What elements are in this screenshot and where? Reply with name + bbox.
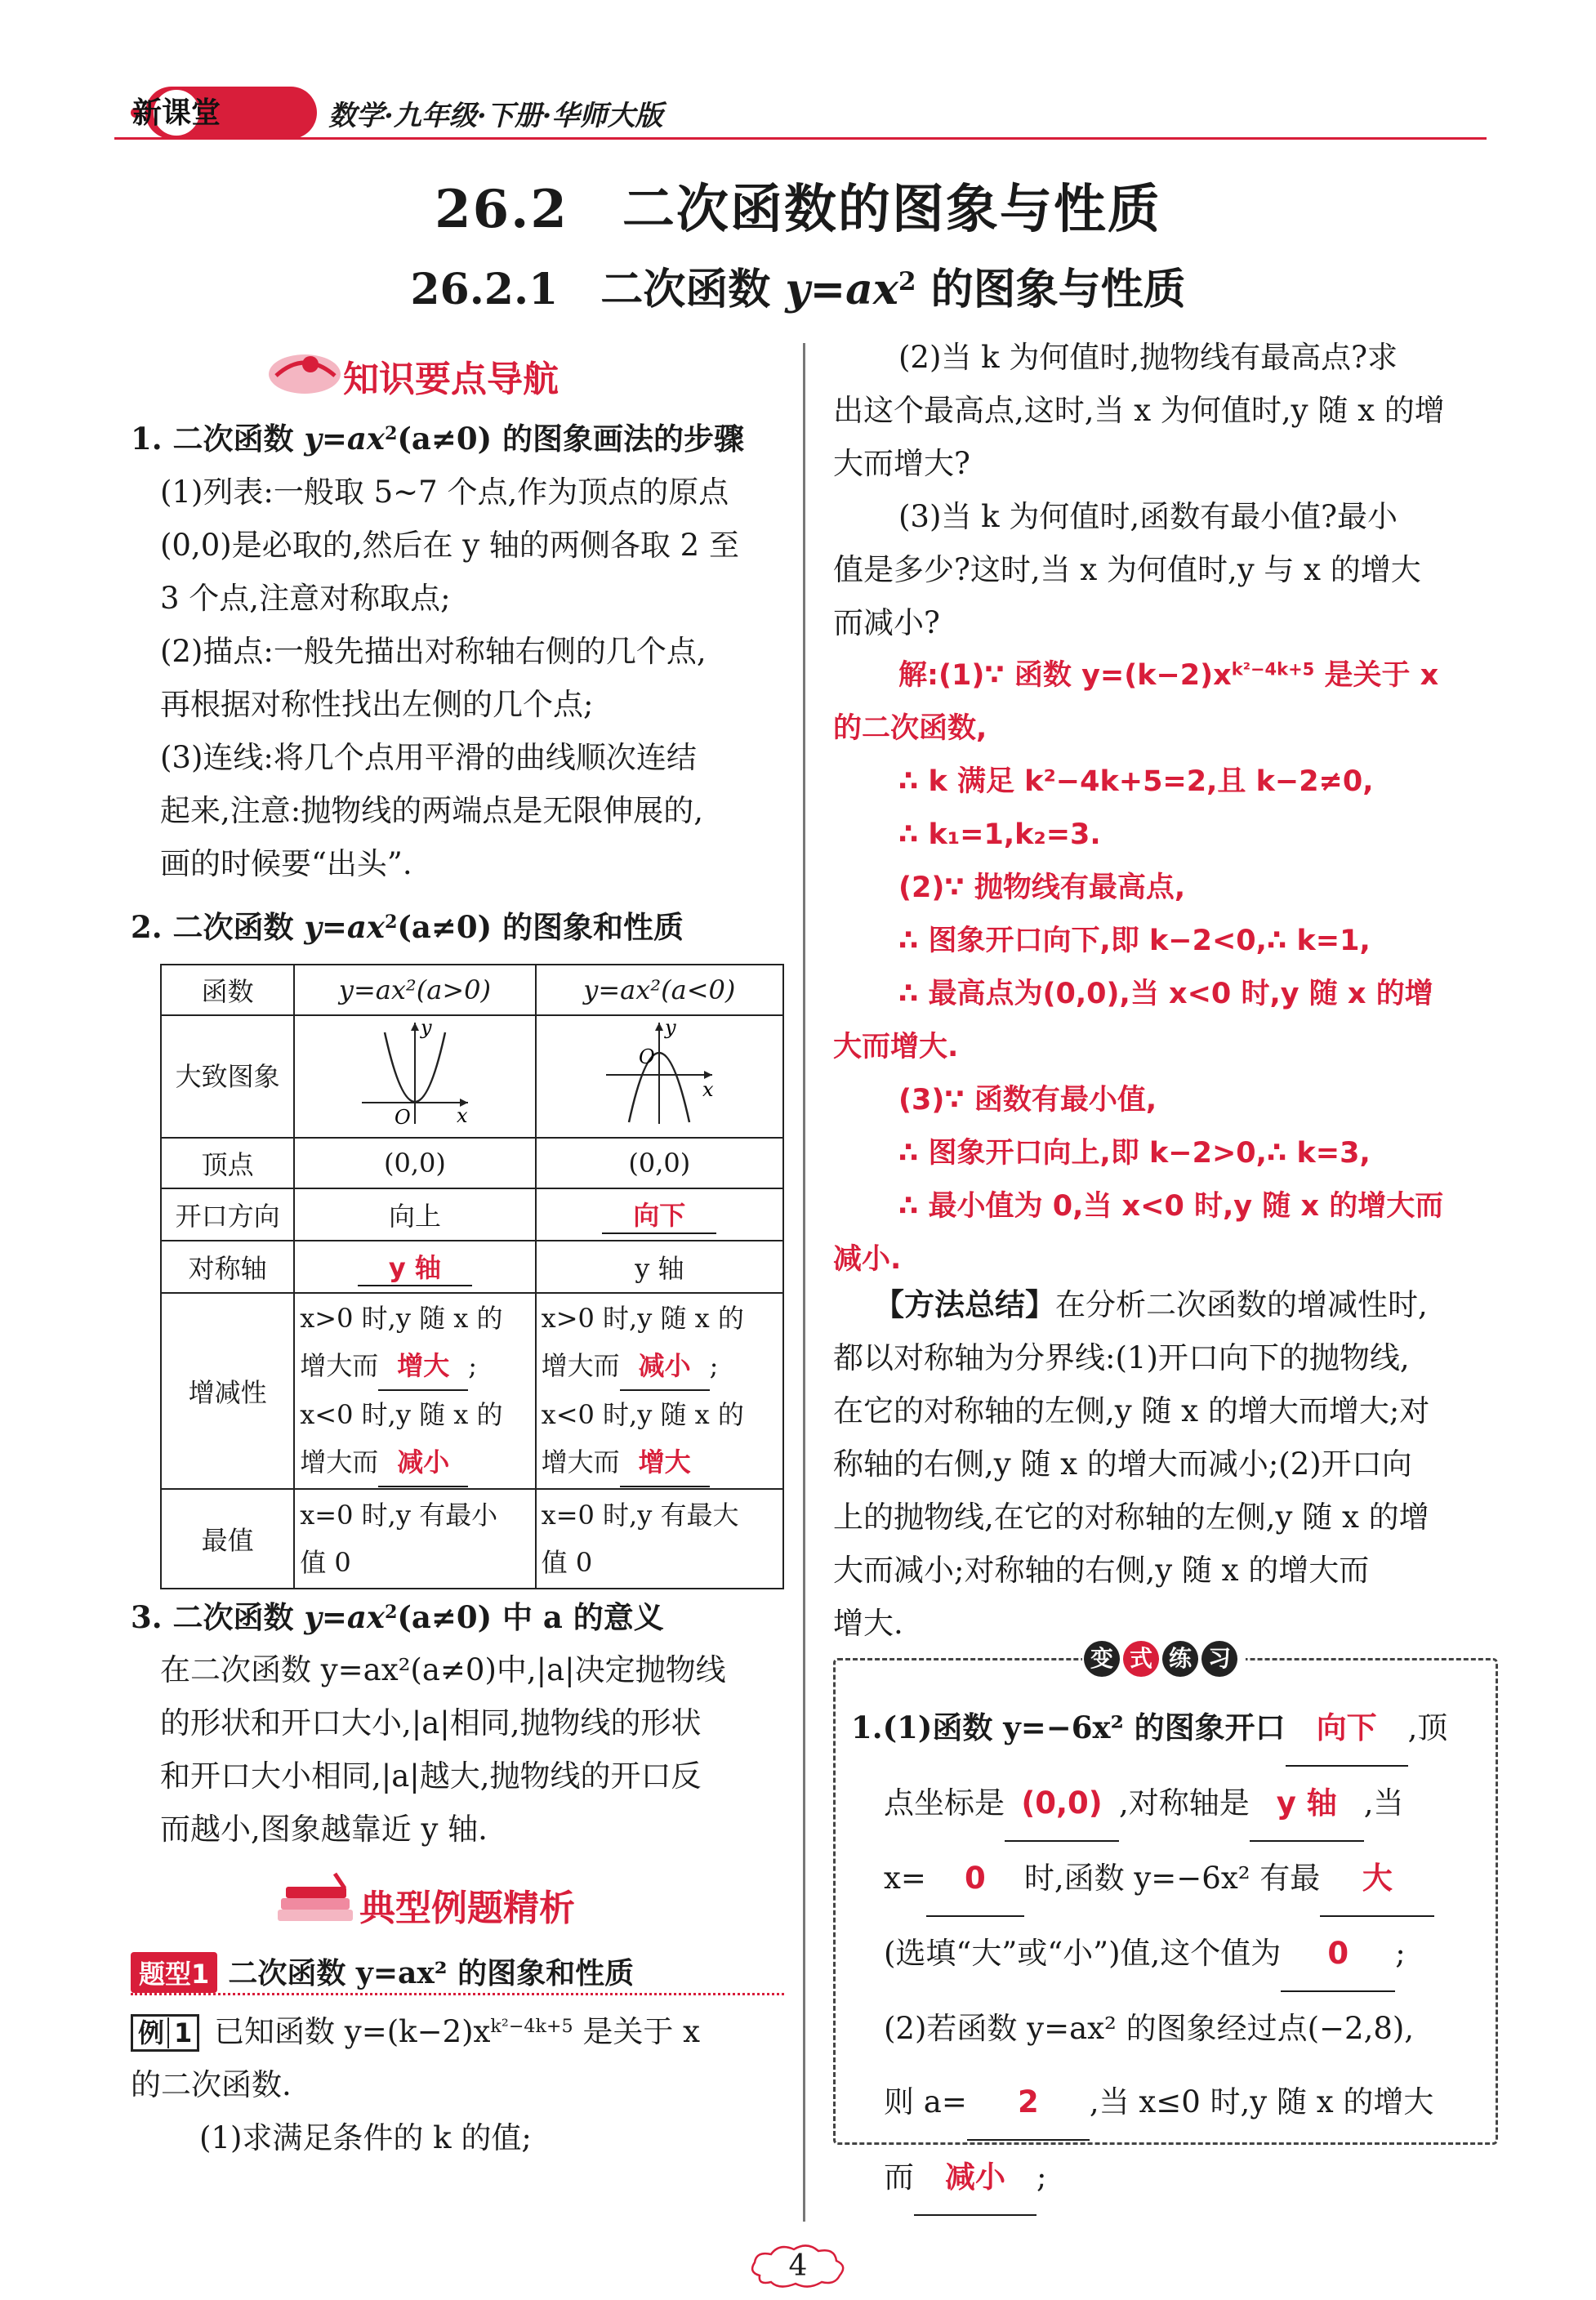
solution-line: (2)∵ 抛物线有最高点, (898, 871, 1186, 904)
practice-answer: (0,0) (1005, 1767, 1119, 1842)
subsection-suffix: 的图象与性质 (916, 265, 1186, 314)
solution-line: ∴ 最小值为 0,当 x<0 时,y 随 x 的增大而 (898, 1190, 1444, 1223)
table-cell: 函数 (161, 965, 294, 1015)
item3-title-pre: 3. 二次函数 (131, 1599, 305, 1635)
example-number: 1 (167, 2017, 192, 2048)
practice-answer: 减小 (914, 2141, 1037, 2216)
item1-title-pre: 1. 二次函数 (131, 421, 305, 457)
graph-origin-label: O (394, 1106, 411, 1129)
table-row (161, 1241, 783, 1293)
practice-text: 而 (884, 2160, 914, 2195)
extreme-text: x=0 时,y 有最小 (300, 1500, 498, 1531)
example1-questions (833, 331, 1487, 649)
item1-line: (2)描点:一般先描出对称轴右侧的几个点, (160, 634, 707, 669)
method-line: 称轴的右侧,y 随 x 的增大而减小;(2)开口向 (833, 1446, 1412, 1482)
table-row (161, 965, 783, 1015)
table-cell (294, 1015, 535, 1138)
mono-text: x<0 时,y 随 x 的 (300, 1399, 503, 1430)
item3-line: 而越小,图象越靠近 y 轴. (160, 1812, 488, 1847)
method-line: 上的抛物线,在它的对称轴的左侧,y 随 x 的增 (833, 1500, 1429, 1535)
item2-title-post: 的图象和性质 (492, 909, 684, 945)
graph-x-label: x (702, 1078, 714, 1101)
table-row (161, 1188, 783, 1241)
example1-stem (131, 2005, 784, 2164)
properties-table (160, 964, 784, 1589)
example-question-1: (1)求满足条件的 k 的值; (199, 2120, 532, 2155)
solution (833, 649, 1487, 1286)
badge-char: 习 (1201, 1641, 1237, 1677)
logo-char-1: 新课堂 (132, 96, 221, 130)
column-divider (803, 343, 805, 2222)
graph-origin-label: O (639, 1045, 655, 1068)
item1-exp: 2 (384, 422, 398, 444)
practice-text: x= (884, 1861, 926, 1896)
table-row (161, 1293, 783, 1489)
item1-line: (1)列表:一般取 5~7 个点,作为顶点的原点 (160, 475, 729, 510)
item3-title (131, 1591, 664, 1644)
badge-char: 练 (1162, 1641, 1198, 1677)
graph-y-label: y (420, 1016, 432, 1039)
practice-text: ,当 (1363, 1785, 1404, 1821)
table-cell: x>0 时,y 随 x 的 增大而 减小 ; x<0 时,y 随 x 的 增大而 增大 (536, 1293, 783, 1489)
question-line: 值是多少?这时,当 x 为何值时,y 与 x 的增大 (833, 552, 1421, 587)
mono-answer: 减小 (378, 1438, 468, 1487)
table-row (161, 1138, 783, 1188)
item3-line: 在二次函数 y=ax²(a≠0)中,|a|决定抛物线 (160, 1652, 726, 1687)
practice-text: 1.(1)函数 y=−6x² 的图象开口 (851, 1709, 1286, 1745)
table-cell (536, 1489, 783, 1589)
question-line: 出这个最高点,这时,当 x 为何值时,y 随 x 的增 (833, 393, 1445, 428)
method-line: 在它的对称轴的左侧,y 随 x 的增大而增大;对 (833, 1393, 1430, 1429)
table-cell: y=ax²(a<0) (536, 965, 783, 1015)
item1-line: (0,0)是必取的,然后在 y 轴的两侧各取 2 至 (160, 528, 739, 563)
example-stem-text: 的二次函数. (131, 2067, 292, 2102)
item1-cond: (a≠0) (397, 421, 493, 457)
table-cell: (0,0) (294, 1138, 535, 1188)
table-cell: 增减性 (161, 1293, 294, 1489)
practice-text: 点坐标是 (884, 1785, 1005, 1821)
item3-cond: (a≠0) (397, 1599, 493, 1635)
mono-text: x>0 时,y 随 x 的 (541, 1303, 744, 1334)
solution-line: (3)∵ 函数有最小值, (898, 1084, 1157, 1117)
practice-answer: y 轴 (1250, 1767, 1364, 1842)
examples-banner: 典型例题精析 (359, 1888, 575, 1929)
item3-exp: 2 (384, 1601, 398, 1623)
table-cell: y 轴 (536, 1241, 783, 1293)
practice-text: ; (1037, 2160, 1047, 2195)
practice-text: ,当 x≤0 时,y 随 x 的增大 (1089, 2084, 1434, 2119)
type-heading (131, 1950, 784, 1995)
books-icon (270, 1870, 359, 1928)
mono-text: 增大而 (300, 1350, 379, 1381)
example-stem-text: 已知函数 y=(k−2)x (204, 2014, 491, 2049)
page-number: 4 (788, 2249, 808, 2283)
question-line: (3)当 k 为何值时,函数有最小值?最小 (898, 499, 1398, 534)
solution-line: ∴ 图象开口向上,即 k−2>0,∴ k=3, (898, 1137, 1371, 1170)
badge-char: 式 (1123, 1641, 1159, 1677)
mono-text: 增大而 (541, 1350, 620, 1381)
table-cell: y=ax²(a>0) (294, 965, 535, 1015)
type-title: 二次函数 y=ax² 的图象和性质 (228, 1956, 635, 1990)
method-line: 大而减小;对称轴的右侧,y 随 x 的增大而 (833, 1553, 1370, 1588)
table-row (161, 1015, 783, 1138)
extreme-text: 值 0 (300, 1547, 351, 1578)
item1-line: 起来,注意:抛物线的两端点是无限伸展的, (160, 793, 703, 828)
practice-answer: 向下 (1286, 1692, 1408, 1767)
series-logo (129, 80, 325, 145)
table-cell (294, 1241, 535, 1293)
table-cell: 顶点 (161, 1138, 294, 1188)
practice-badge (1082, 1638, 1246, 1682)
table-cell (294, 1489, 535, 1589)
method-summary (833, 1278, 1487, 1650)
item2-formula: y=ax (304, 909, 385, 945)
example-label: 例 (138, 2017, 165, 2048)
item3-formula: y=ax (304, 1599, 385, 1635)
upward-parabola-graph (354, 1016, 476, 1130)
table-cell: 向上 (294, 1188, 535, 1241)
mono-answer: 减小 (620, 1342, 710, 1391)
solution-line: ∴ k 满足 k²−4k+5=2,且 k−2≠0, (898, 765, 1374, 798)
subsection-exponent: 2 (898, 266, 916, 296)
table-row (161, 1489, 783, 1589)
item1-line: 画的时候要“出头”. (160, 846, 412, 881)
downward-parabola-graph (598, 1016, 720, 1130)
book-icon (260, 341, 350, 399)
item1-body (160, 466, 789, 890)
practice-text: ,对称轴是 (1119, 1785, 1250, 1821)
practice-content (851, 1691, 1480, 2216)
item2-title (131, 901, 684, 954)
method-line: 增大. (833, 1606, 903, 1641)
item3-line: 的形状和开口大小,|a|相同,抛物线的形状 (160, 1705, 702, 1741)
solution-line: 的二次函数, (833, 712, 987, 745)
knowledge-banner: 知识要点导航 (343, 359, 559, 400)
example-stem-exp: k²−4k+5 (490, 2015, 573, 2037)
practice-text: ; (1395, 1936, 1406, 1971)
axis-answer: y 轴 (358, 1247, 472, 1286)
practice-answer: 0 (926, 1842, 1024, 1917)
item1-title-post: 的图象画法的步骤 (492, 421, 745, 457)
solution-line: ∴ 最高点为(0,0),当 x<0 时,y 随 x 的增 (898, 978, 1433, 1010)
item1-line: 3 个点,注意对称取点; (160, 581, 451, 616)
practice-answer: 2 (967, 2066, 1090, 2141)
subsection-formula: y=ax (785, 265, 898, 314)
item3-line: 和开口大小相同,|a|越大,抛物线的开口反 (160, 1758, 702, 1794)
item2-exp: 2 (384, 911, 398, 933)
table-cell: 开口方向 (161, 1188, 294, 1241)
table-cell: 大致图象 (161, 1015, 294, 1138)
opening-answer: 向下 (602, 1195, 716, 1234)
mono-text: x>0 时,y 随 x 的 (300, 1303, 503, 1334)
practice-text: (2)若函数 y=ax² 的图象经过点(−2,8), (884, 2011, 1415, 2046)
section-title: 26.2 二次函数的图象与性质 (435, 179, 1161, 240)
solution-line: 减小. (833, 1243, 902, 1276)
mono-text: 增大而 (541, 1446, 620, 1478)
practice-text: 则 a= (884, 2084, 967, 2119)
item2-cond: (a≠0) (397, 909, 493, 945)
solution-line: 解:(1)∵ 函数 y=(k−2)x (898, 659, 1232, 692)
mono-text: x<0 时,y 随 x 的 (541, 1399, 744, 1430)
item1-formula: y=ax (304, 421, 385, 457)
item1-line: 再根据对称性找出左侧的几个点; (160, 687, 594, 722)
header-subtitle: 数学·九年级·下册·华师大版 (328, 100, 663, 132)
practice-text: (选填“大”或“小”)值,这个值为 (884, 1936, 1282, 1971)
practice-answer: 大 (1320, 1842, 1434, 1917)
table-cell: (0,0) (536, 1138, 783, 1188)
extreme-text: 值 0 (541, 1547, 593, 1578)
table-cell: 最值 (161, 1489, 294, 1589)
mono-text: 增大而 (300, 1446, 379, 1478)
extreme-text: x=0 时,y 有最大 (541, 1500, 739, 1531)
item1-title (131, 412, 744, 466)
item1-line: (3)连线:将几个点用平滑的曲线顺次连结 (160, 740, 697, 775)
question-line: 而减小? (833, 605, 940, 640)
solution-line: ∴ k₁=1,k₂=3. (898, 818, 1101, 851)
table-cell (536, 1015, 783, 1138)
item3-title-post: 中 a 的意义 (492, 1599, 664, 1635)
mono-answer: 增大 (620, 1438, 710, 1487)
item2-title-pre: 2. 二次函数 (131, 909, 305, 945)
example-badge (131, 2014, 199, 2052)
subsection-title (0, 255, 1596, 316)
solution-line: 是关于 x (1314, 659, 1439, 692)
method-line: 在分析二次函数的增减性时, (1055, 1287, 1428, 1322)
badge-char: 变 (1084, 1641, 1120, 1677)
solution-exp: k²−4k+5 (1231, 659, 1315, 680)
table-cell: x>0 时,y 随 x 的 增大而 增大 ; x<0 时,y 随 x 的 增大而 减小 (294, 1293, 535, 1489)
example-stem-text: 是关于 x (573, 2014, 701, 2049)
item3-body (160, 1643, 789, 1856)
graph-x-label: x (456, 1104, 468, 1127)
question-line: 大而增大? (833, 446, 970, 481)
question-line: (2)当 k 为何值时,抛物线有最高点?求 (898, 340, 1398, 375)
practice-text: 时,函数 y=−6x² 有最 (1023, 1861, 1321, 1896)
graph-y-label: y (665, 1016, 676, 1039)
type-badge: 题型1 (131, 1952, 217, 1993)
practice-answer: 0 (1281, 1917, 1395, 1992)
table-cell: 对称轴 (161, 1241, 294, 1293)
mono-answer: 增大 (378, 1342, 468, 1391)
solution-line: 大而增大. (833, 1031, 959, 1063)
practice-text: ,顶 (1407, 1710, 1448, 1745)
method-label: 【方法总结】 (874, 1287, 1055, 1322)
subsection-prefix: 26.2.1 二次函数 (410, 265, 786, 314)
table-cell (536, 1188, 783, 1241)
method-line: 都以对称轴为分界线:(1)开口向下的抛物线, (833, 1340, 1410, 1375)
solution-line: ∴ 图象开口向下,即 k−2<0,∴ k=1, (898, 925, 1371, 957)
